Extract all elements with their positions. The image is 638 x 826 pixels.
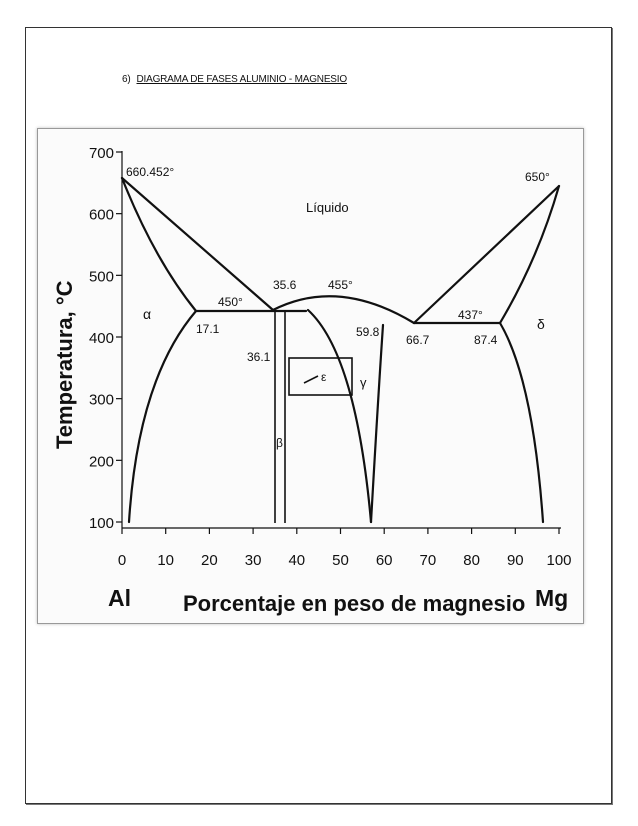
annotation-455: 455° xyxy=(328,278,353,292)
x-tick-label: 0 xyxy=(117,552,127,569)
labels-group xyxy=(52,165,568,616)
phase-liquid-label: Líquido xyxy=(306,200,349,215)
x-tick-label: 50 xyxy=(332,552,349,569)
x-tick-label: 70 xyxy=(419,552,437,569)
phase-diagram-figure xyxy=(37,128,584,624)
epsilon-pointer xyxy=(304,376,318,383)
section-number: 6) xyxy=(122,74,131,85)
x-tick-label: 20 xyxy=(201,552,218,569)
x-tick-label: 10 xyxy=(157,552,175,569)
phase-diagram-chart xyxy=(38,129,583,623)
y-tick-label: 700 xyxy=(88,145,114,162)
y-tick-label: 300 xyxy=(88,391,114,409)
x-tick-label: 90 xyxy=(506,552,524,569)
annotation-450: 450° xyxy=(218,295,243,309)
y-axis-label: Temperatura, °C xyxy=(52,280,77,449)
section-title: DIAGRAMA DE FASES ALUMINIO - MAGNESIO xyxy=(136,74,347,85)
liquidus-left-line xyxy=(122,178,273,310)
alpha-solidus-curve xyxy=(122,178,196,311)
phase-gamma-label: γ xyxy=(360,375,367,390)
annotation-66-7: 66.7 xyxy=(406,333,430,347)
phase-alpha-label: α xyxy=(143,306,152,322)
right-element-label: Mg xyxy=(535,585,569,611)
y-ticks-group xyxy=(89,145,122,532)
x-tick-label: 80 xyxy=(463,552,480,569)
y-tick-label: 100 xyxy=(88,515,114,532)
alpha-solvus-curve xyxy=(129,311,196,522)
y-tick-label: 200 xyxy=(88,453,114,471)
x-ticks-group xyxy=(118,528,572,569)
gamma-right-boundary xyxy=(371,325,383,522)
x-tick-label: 30 xyxy=(244,552,262,569)
gamma-liquidus-dome xyxy=(273,296,414,323)
annotation-437: 437° xyxy=(458,308,483,322)
annotation-35-6: 35.6 xyxy=(273,278,297,292)
left-element-label: Al xyxy=(108,585,131,611)
delta-solidus-curve xyxy=(500,186,559,323)
phase-delta-label: δ xyxy=(537,316,545,332)
phase-epsilon-label: ε xyxy=(321,370,327,384)
annotation-650: 650° xyxy=(525,170,550,184)
y-tick-label: 500 xyxy=(88,268,114,286)
phase-beta-label: β xyxy=(276,436,283,450)
delta-solvus-curve xyxy=(500,323,543,522)
x-tick-label: 40 xyxy=(288,552,306,569)
x-axis-label: Porcentaje en peso de magnesio xyxy=(183,591,526,616)
y-tick-label: 600 xyxy=(88,206,114,224)
x-tick-label: 100 xyxy=(546,552,572,569)
liquidus-right-line xyxy=(414,186,559,323)
annotation-87-4: 87.4 xyxy=(474,333,498,347)
section-heading xyxy=(122,74,347,85)
annotation-17-1: 17.1 xyxy=(196,322,220,336)
annotation-36-1: 36.1 xyxy=(247,350,271,364)
phase-boundaries xyxy=(122,178,559,523)
y-tick-label: 400 xyxy=(88,330,114,347)
annotation-660: 660.452° xyxy=(126,165,175,179)
x-tick-label: 60 xyxy=(375,552,393,569)
annotation-59-8: 59.8 xyxy=(356,325,380,339)
gamma-left-boundary xyxy=(308,310,371,522)
